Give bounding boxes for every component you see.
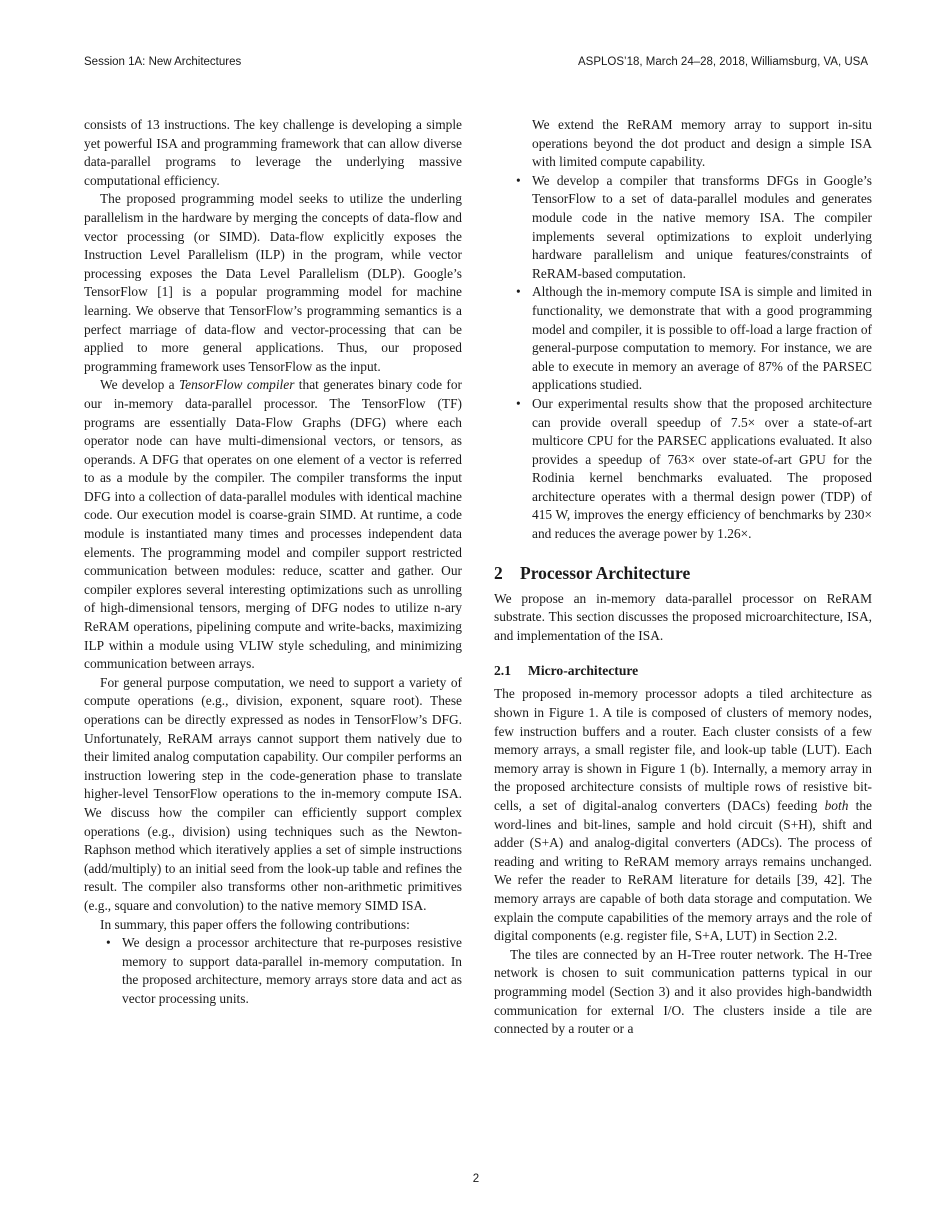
session-label: Session 1A: New Architectures bbox=[84, 56, 242, 68]
paragraph: The proposed in-memory processor adopts a tiled architecture as shown in Figure 1. A tile is composed of clusters of memory nodes, few instruction buffers and a router. Each cluster consists of a few memory arrays, a small register file, and look-up table (LUT). Each memory array is shown in Figure 1 (b). Internally, a memory array in the proposed architecture consists of multiple rows of resistive bit-cells, a set of digital-analog converters (DACs) feeding both the word-lines and bit-lines, sample and hold circuit (S+H), shift and adder (S+A) and analog-digital converters (ADCs). The process of reading and writing to ReRAM memory arrays remains unchanged. We refer the reader to ReRAM literature for details [39, 42]. The memory arrays are capable of both data storage and computation. We explain the compute capabilities of the memory arrays and the role of digital components (e.g. register file, S+A, LUT) in Section 2.2. bbox=[494, 686, 873, 944]
subsection-heading: 2.1 Micro-architecture bbox=[494, 663, 639, 679]
section-heading: 2 Processor Architecture bbox=[494, 562, 691, 583]
left-column bbox=[84, 116, 462, 1009]
page-number: 2 bbox=[472, 1173, 480, 1185]
list-item: • Our experimental results show that the proposed architecture can provide overall speedup of 7.5× over a state-of-art multicore CPU for the PARSEC applications evaluated. It also provides a speedup of 763× over state-of-art GPU for the Rodinia kernel benchmarks evaluated. The proposed architecture operates with a thermal design power (TDP) of 415 W, improves the energy efficiency of benchmarks by 230× and reduces the average power by 1.26×. bbox=[494, 395, 872, 544]
contribution-list bbox=[84, 934, 462, 1008]
page-header bbox=[84, 56, 868, 68]
list-item: • Although the in-memory compute ISA is simple and limited in functionality, we demonstrate that with a good programming model and compiler, it is possible to off-load a large fraction of general-purpose computation to memory. For instance, we are able to execute in memory an average of 87% of the PARSEC applications studied. bbox=[494, 283, 872, 395]
paragraph: For general purpose computation, we need to support a variety of compute operations (e.g., division, exponent, square root). These operations can be directly expressed as nodes in TensorFlow’s DFG. Unfortunately, ReRAM arrays cannot support them natively due to their limited analog computation capability. Our compiler performs an instruction lowering step in the code-generation phase to translate higher-level TensorFlow operations to the in-memory compute ISA. We discuss how the compiler can efficiently support complex operations (e.g., division) using techniques such as the Newton-Raphson method which iteratively applies a set of simple instructions (add/multiply) to an initial seed from the look-up table and refines the result. The compiler also transforms other non-arithmetic primitives (e.g., square and convolution) to the native memory SIMD ISA. bbox=[84, 674, 462, 913]
paragraph: The proposed programming model seeks to utilize the underling parallelism in the hardware by merging the concepts of data-flow and vector processing (or SIMD). Data-flow explicitly exposes the Instruction Level Parallelism (ILP) in the program, while vector processing exposes the Data Level Parallelism (DLP). Google’s TensorFlow [1] is a popular programming model for machine learning. We observe that TensorFlow’s programming semantics is a perfect marriage of data-flow and vector-processing that can be applied to more general applications. Thus, our proposed programming framework uses TensorFlow as the input. bbox=[84, 191, 462, 374]
paragraph: We develop a TensorFlow compiler that generates binary code for our in-memory data-parallel processor. The TensorFlow (TF) programs are essentially Data-Flow Graphs (DFG) where each operator node can have multi-dimensional vectors, or tensors, as operands. A DFG that operates on one element of a vector is referred to as a module by the compiler. The compiler transforms the input DFG into a collection of data-parallel modules with identical machine code. Our execution model is coarse-grain SIMD. At runtime, a code module is instantiated many times and processes independent data elements. The programming model and compiler support restricted communication between modules: reduce, scatter and gather. Our compiler explores several interesting optimizations such as unrolling of high-dimensional tensors, merging of DFG nodes to utilize n-ary ReRAM operations, pipelining compute and write-backs, maximizing ILP within a module using VLIW style scheduling, and minimizing communication between arrays. bbox=[84, 377, 462, 672]
emphasis: both bbox=[824, 798, 849, 813]
paragraph: In summary, this paper offers the following contributions: bbox=[100, 916, 410, 932]
list-item-continuation: We extend the ReRAM memory array to support in-situ operations beyond the dot product and design a simple ISA with limited compute capability. bbox=[532, 117, 872, 170]
paragraph: We propose an in-memory data-parallel processor on ReRAM substrate. This section discusses the proposed microarchitecture, ISA, and implementation of the ISA. bbox=[494, 590, 872, 643]
paragraph: consists of 13 instructions. The key challenge is developing a simple yet powerful ISA and programming framework that can allow diverse data-parallel programs to leverage the underlying massive computational efficiency. bbox=[84, 117, 462, 188]
list-item: • We design a processor architecture that re-purposes resistive memory to support data-parallel in-memory computation. In the proposed architecture, memory arrays store data and act as vector processing units. bbox=[84, 934, 462, 1008]
list-item: • We develop a compiler that transforms DFGs in Google’s TensorFlow to a set of data-parallel modules and generates module code in the native memory ISA. The compiler implements several optimizations to exploit underlying hardware parallelism and unique features/constraints of ReRAM-based computation. bbox=[494, 172, 872, 284]
emphasis: TensorFlow compiler bbox=[178, 377, 295, 393]
right-column bbox=[494, 116, 872, 1039]
paragraph: The tiles are connected by an H-Tree router network. The H-Tree network is chosen to suit communication patterns typical in our programming model (Section 3) and it also provides high-bandwidth communication for external I/O. The clusters inside a tile are connected by a router or a bbox=[494, 946, 872, 1037]
venue-label: ASPLOS’18, March 24–28, 2018, Williamsburg, VA, USA bbox=[578, 56, 868, 68]
contribution-list bbox=[494, 172, 872, 544]
